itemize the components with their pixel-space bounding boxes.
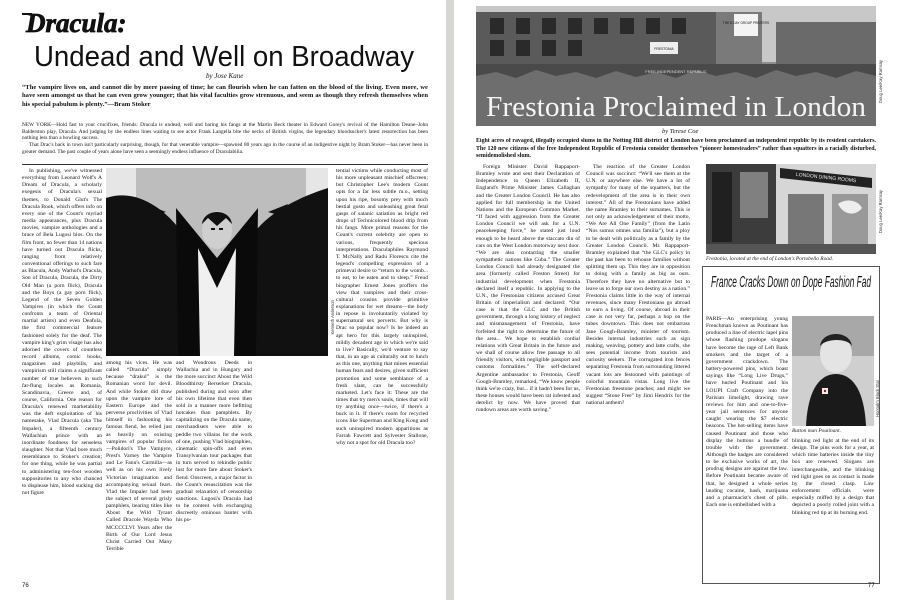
frestonia-photo [476,6,876,126]
fence-banner: FREE INDEPENDENT REPUBLIC [645,69,707,74]
deck-rule [22,164,428,165]
france-col-2-text: blinking red light at the end of its design. The pins work for a year, at which time batteries inside the tiny box are renewed. Slogans are interchangeable, and the blinking red light goes on as contact is made by the closed clasp. Law enforcement officials were especially miffed by a design that depicted a poorly rolled joint with a blinking red tip at its burning end. [792,438,874,516]
headline: Undead and Well on Broadway [34,41,415,73]
france-headline-block [706,270,876,314]
portobello-photo-credit: Doug Lee/Kay Ramsay [878,190,883,234]
poutinant-photo-credit: Hopgalm Black Star [875,380,880,418]
left-col-3-text: and Wondrous Deeds in Wallachia and in Hungary and the more succinct About the Wild Bloodthirsty Berserker Dracula, published during and soon after his own lifetime that even then sold in a manner more befitting hotcakes than pamphlets. By capitalizing on the Dracula name, merchandisers were able to peddle two villains for the work of one, pushing Vlad biographies, cinematic spin-offs and even Transylvanian tour packages that in turn served to rekindle public lust for more fare about Stoker's fiend. Onscreen, a major factor in the Count's resuscitation was the gradual relaxation of censorship sanctions. Lugosi's Dracula had to be content with exchanging discreetly ominous banter with his po- [176,360,252,524]
kicker-dracula: Dracula: [26,8,127,38]
frestonia-col-1-text: Foreign Minister David Rappaport-Bramley wrote and sent their Declaration of Independence to Queen Elizabeth II, England's Prime Minister James Callaghan and the Greater London Council. He has also applied for full membership in the United Nations and the European Common Market. “If faced with aggression from the Greater London Council we will ask for a U.N. peacekeeping force,” he stated just loud enough to be heard above the staccato din of cars on the West London motorway next door. “We are also contacting the smaller sympathetic nations like Cuba.” The Greater London Council had already designated the area (formerly called Freston Street) for industrial development when Frestonia declared itself a republic. In applying to the U.N., the Frestonian citizens accused Great Britain of imperialism and declared: “Our case is that the GLC and the British government, through a long history of neglect and mismanagement of Frestonia, have forfeited the right to determine the future of the area... We hope to establish cordial relations with Great Britain in the future and we shall of course allow free passage to all friendly visitors, with negligible passport and customs formalities.” The self-declared Argentine ambassador to Frestonia, Geoff Gough-Bramley, remarked, “We know people think we're crazy, but... if it hadn't been for us, these houses would have been rat infested and derelict by now. We have proved that rundown areas are worth saving.” [476,164,580,414]
frestonia-photo-credit: Doug Lee/Kay Ramsay [878,60,883,104]
frestonia-deck [476,138,876,162]
folio-right: 77 [868,583,875,589]
folio-left: 76 [22,583,29,589]
deck-para-2: That Drac's back in town isn't particularly surprising, though, for that venerable vampire—spawned 80 years ago in the course of an indigestive night by Bram Stoker—has never been in greater demand. The past couple of years alone have seen a seemingly endless influence of Draculabilia. [22,142,428,155]
left-page [0,0,446,600]
france-headline [711,274,872,291]
right-page [454,0,900,600]
dracula-photo [106,168,328,356]
frestonia-headline: Frestonia Proclaimed in London [486,92,866,123]
window-sign: FRESTONIA [654,47,674,51]
frestonia-byline: by Terese Coe [662,128,699,135]
deck [22,122,428,164]
frestonia-col-2 [586,164,690,582]
byline: by Jose Kane [206,72,244,80]
left-col-4-text: tential victims while conducting most of his more unpleasant mischief offscreen; but Christopher Lee's modern Count opts for a far less subtle m.o., setting upon his ripe, bosomy prey with much bestial gusto and unleashing great fetal gasps of satanic satiation as bright red drops of Technicolored blood drip from his fangs. More primal reasons for the Count's current celebrity are open to various, frequently specious interpretations. Draculaphiles Raymond T. McNally and Radu Florescu cite the legend's compelling expression of a primeval desire to “return to the womb... to eat, to be eaten and to sleep.” Freud biographer Ernest Jones proffers the view that vampires and their cross-cultural cousins provide primitive explanations for wet dreams—the body in repose is involuntarily violated by supernatural sex perverts. But why is Drac so popular now? Is he indeed an apt hero for this largely uninspired, mildly decadent age in which we're said to live? Basically, we'd venture to say that, in an age as culturally out to lunch as this one, anything that mines essential human fears and desires, given sufficient promotion and some semblance of a fresh slant, can be successfully marketed. Let's face it: These are the times that try men's souls, times that will try anything once—twice, if there's a buck in it. If there's room for recycled icons like Superman and King Kong and such uninspired modern apparitions as Farrah Fawcett and Sylvester Stallone, why not a spot for old Dracula too? [336,168,428,446]
left-col-2-text: among his vices. He was called “Dracula” simply because “drakul” is the Romanian word for devil. And while Stoker did draw upon the vampire lore of Eastern Europe and the perverse proclivities of Vlad himself in fashioning his famous fiend, he relied just as heavily on existing vampires of popular fiction—Polidori's The Vampyre, Prest's Varney the Vampire and Le Fanu's Carmilla—as well as on his own lively Victorian imagination and accompanying sexual fears. Vlad the Impaler had been the subject of several grisly pamphlets, bearing titles like About the Wild Tyrant Called Dracole Wayda Who MCCCCLVI Years after the Birth of Our Lord Jesus Christ Carried Out Many Terrible [106,360,172,553]
france-col-1 [706,316,788,582]
page-gutter [446,0,454,600]
portobello-shop-sign: LONDON DINING ROOMS [795,171,857,185]
dracula-title-block [20,6,430,74]
portobello-photo [706,164,876,254]
france-col-1-text: PARIS—An enterprising young Frenchman known as Poutinant has produced a line of electric lapel pins whose flashing prodope slogans have become the rage of Left Bank smokers and the target of a government crackdown. The battery-powered pins, which boast sayings like “Long Live Drugs,” have hurled Poutinant and his LOUPI Craft Company into the Parisian limelight, drawing rave reviews for him and one-to-five-year jail sentences for anyone caught wearing the $7 electric beacons. The hot-selling items have caused Poutinant and those who display the buttons a bundle of trouble with the government. Although the badges are considered to be exclusive works of art, the prodrug designs are against the law. Before Poutinant became aware of that, he designed a whole series lauding cocaine, hash, marijuana and a pharmacist's chest of pills. Each one is embellished with a [706,316,788,509]
left-col-1-text: In publishing, we've witnessed everything from Leonard Wolf's A Dream of Dracula, a scholarly exegesis of Dracula's sexual themes, to Donald Glut's The Dracula Book, which offers info on every one of the Count's myriad media appearances, plus Dracula movies, vampire anthologies and a brace of Bela Lugosi bios. On the film front, no fewer than 14 nations have turned out Dracula flicks, ranging from relatively conventional offerings to such fare as Blacula, Andy Warhol's Dracula, Son of Dracula, Dracula, the Dirty Old Man (a porn flick), Dracula and the Boys (a gay porn flick), Legend of the Seven Golden Vampires (in which the Count confronts a team of Oriental martial artists) and even Deafula, the first commercial feature fashioned solely for the deaf. The vampire king's grim visage has also adorned the covers of countless record albums, comic books, magazines and playbills, and vampirism still claims a significant number of true believers in such far-flung locales as Romania, Scandinavia, Greece and, of course, California. One reason for Dracula's renewed marketability was the deft exploitation of his namesake, Vlad Dracula (aka The Impaler), a fifteenth century Wallachian prince with an inordinate fondness for senseless slaughter. Not that Vlad bore much resemblance to Stoker's creation; for one thing, while he was partial to administering ten-foot wooden suppositories to any who chanced to displease him, blood sucking did not figure [22,168,102,497]
left-col-3 [176,360,252,580]
deck-para-1: NEW YORK—Hold fast to your crucifixes, friends: Dracula is undead, well and baring his fangs at the Martin Beck theater in Edward Gorey's revival of the Hamilton Deane–John Balderston play, Dracula. And judging by the endless lines waiting to see actor Frank Langella bite the necks of British virgins, the legendary bloodsucker's latest resurrection has been nothing less than a howling success. [22,122,428,142]
epigraph [22,84,428,122]
left-col-4 [336,168,428,580]
portobello-caption: Frestonia, located at the end of London's Portobello Road. [706,256,834,262]
frestonia-col-1 [476,164,580,582]
poutinant-photo [792,316,874,426]
left-col-2 [106,360,172,580]
frestonia-deck-text: Eight acres of ravaged, illegally occupied slums in the Notting Hill district of London have been proclaimed an independent republic by its resident caretakers. The 120 new citizens of the free Independent Republic of Frestonia consider themselves “pioneer homesteaders” rather than squatters in a racially disturbed, semidemolished slum. [476,138,876,159]
france-col-2 [792,438,874,582]
poutinant-caption: Button man Poutinant. [792,428,841,434]
epigraph-text: “The vampire lives on, and cannot die by mere passing of time; he can flourish when he can fatten on the blood of the living. Even more, we have seen amongst us that he can even grow younger; that his vital faculties grow strenuous, and seem as though they refresh themselves when his special pabulum is plenty.”—Bram Stoker [22,84,428,108]
france-headline-text: France Cracks Down on Dope Fashion Fad [711,274,872,291]
shop-sign: THE E-DAY GROUP PRINTERS [722,21,770,25]
left-col-1 [22,168,102,580]
dracula-photo-credit: Kenneth Anderson [330,300,335,335]
frestonia-col-2-text: The reaction of the Greater London Council was succinct: “We'll see them at the U.N. or anywhere else. We have a lot of sympathy for many of the squatters, but the redevelopment of the area is in their own interest.” All of the Frestonians have added the name Bramley to their surnames. This is not only an acknowledgement of their motto, “We Are All One Family” (from the Latin “Nos sumus omnes una familia”), but a ploy to be dealt with politically as a family by the Greater London Council. Mr. Rappaport-Bramley explained that “the GLC's policy in the past has been to rehouse families without splitting them up. This they are in opposition to doing with a family as big as ours. Therefore they have no alternative but to leave us to forge our own destiny as a nation.” Frestonia claims little in the way of internal revenues, since many Frestonians go abroad to earn a living. Of course, abroad in their case is not very far, perhaps a hop on the tubes downtown. This does not embarrass Jane Gough-Bramley, minister of tourism. Besides internal industries such as sign making, weaving, pottery and latte crafts, she sees potential income from tourists and curiosity seekers. The corrugated iron fences separating Frestonia from surrounding littered vacant lots are festooned with paintings of colorful mountain vistas. Long live the Frestonian freestone peaches; and might we suggest “Stone Free” by Jimi Hendrix for the national anthem? [586,164,690,407]
